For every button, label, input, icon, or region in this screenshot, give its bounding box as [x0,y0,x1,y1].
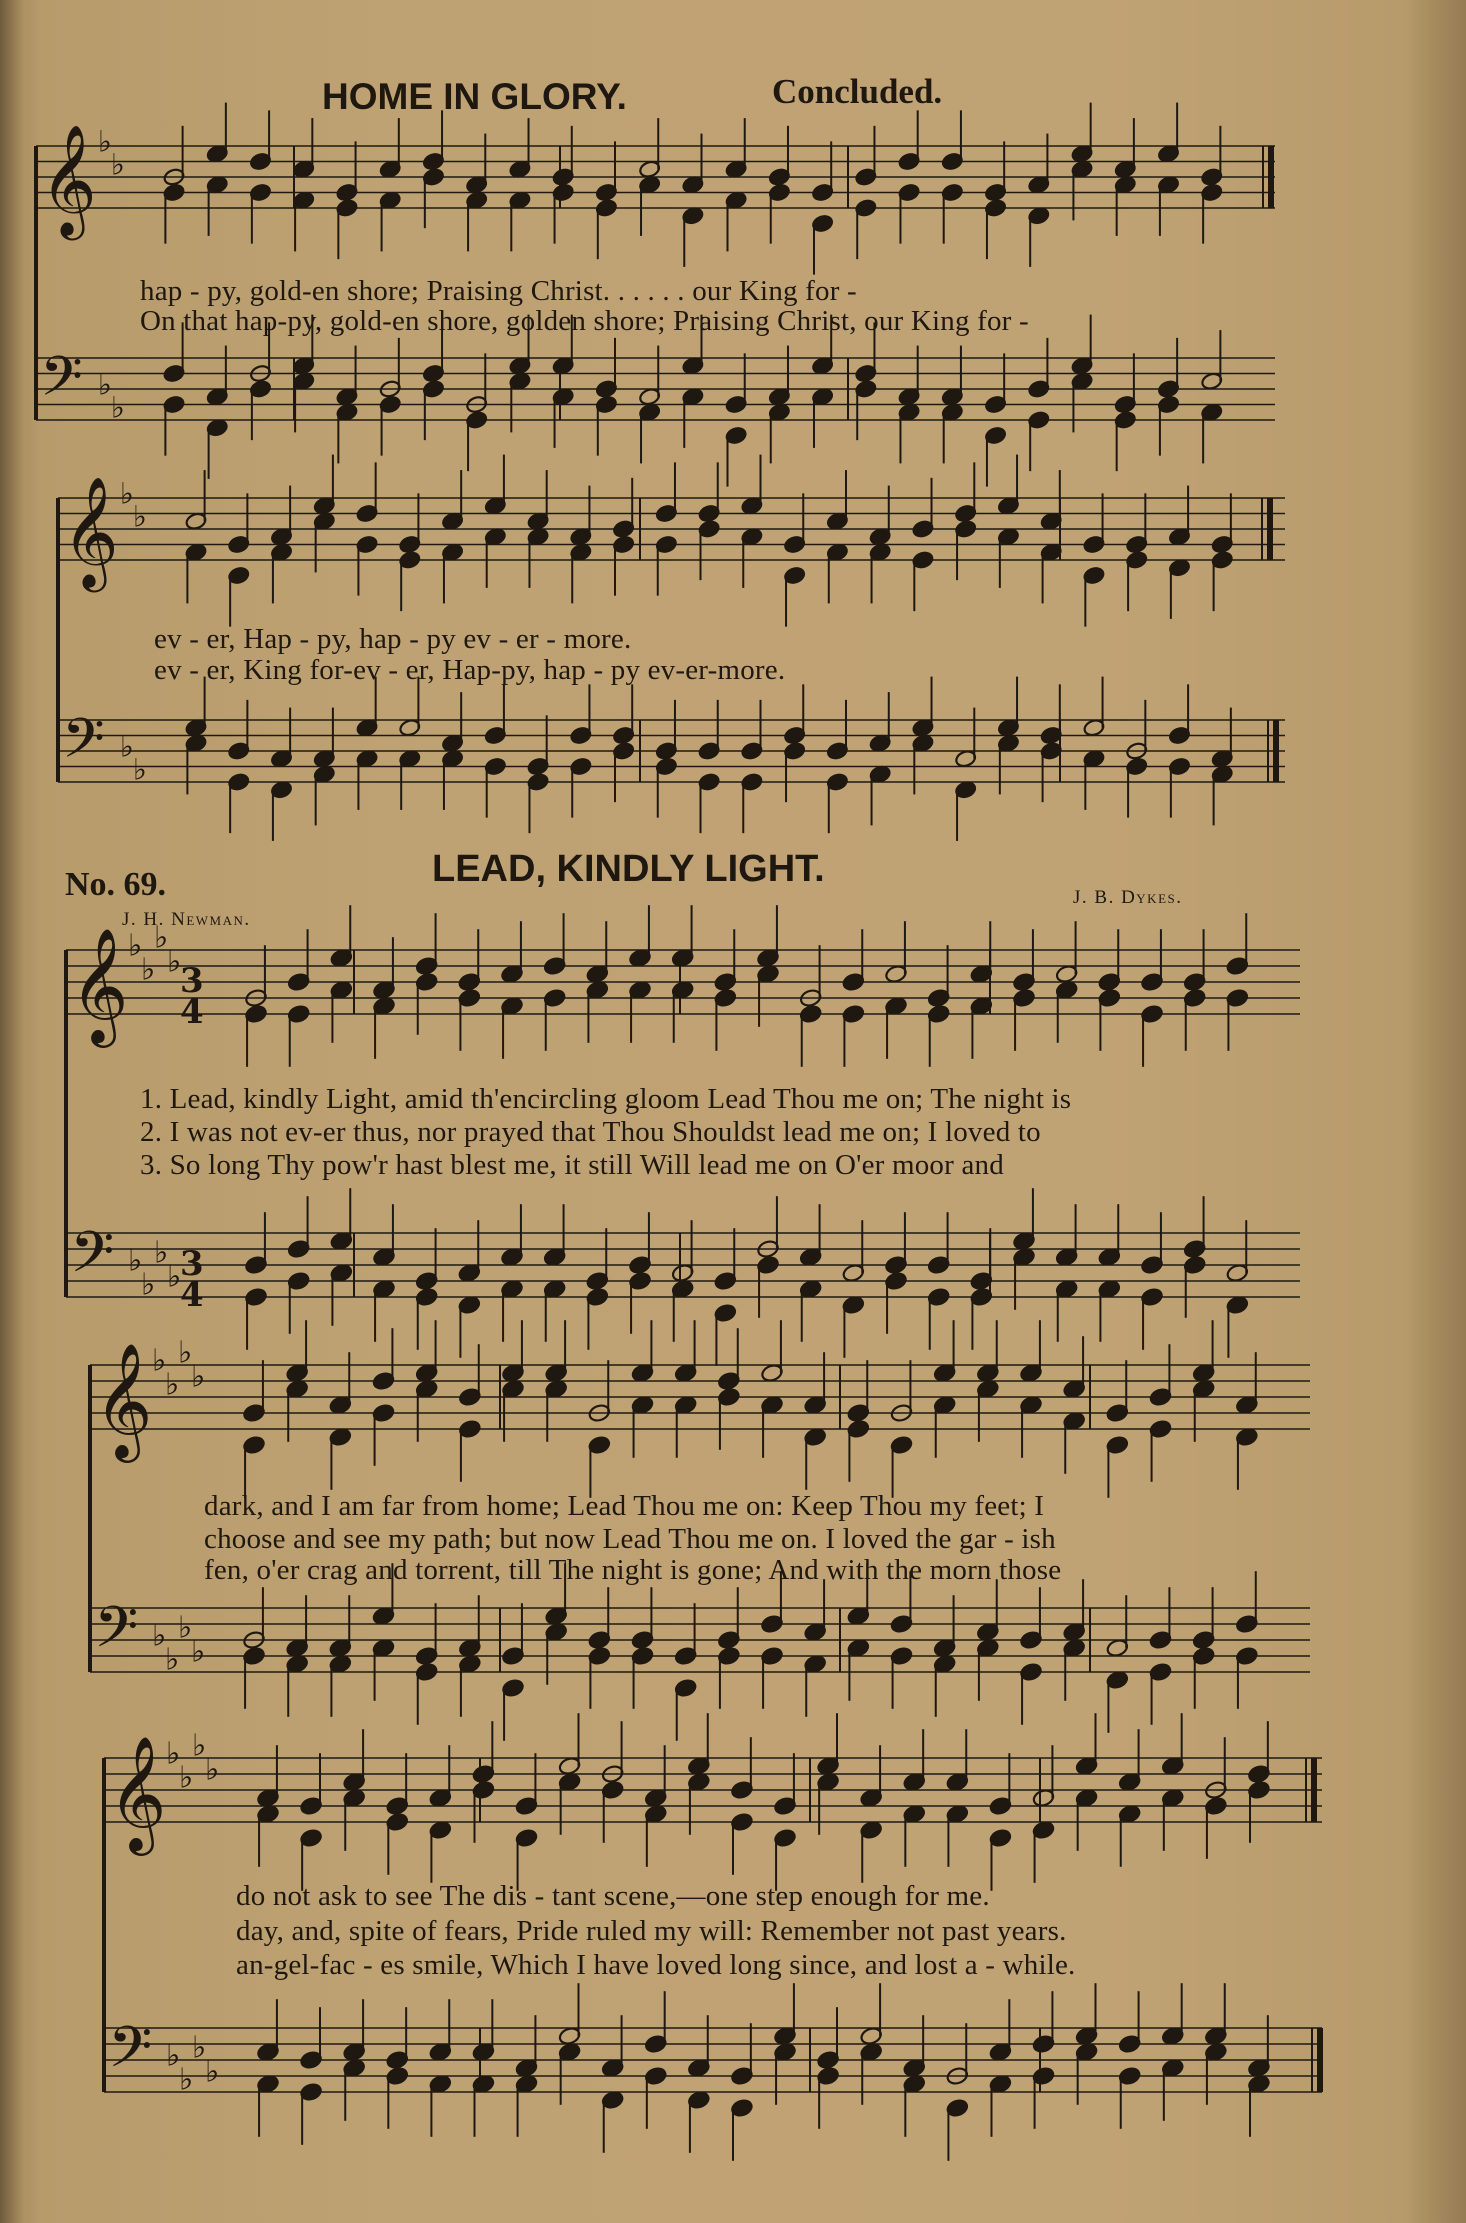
lyric-line: 3. So long Thy pow'r hast blest me, it still Will lead me on O'er moor and [140,1149,1004,1181]
flat-icon: ♭ [192,1728,207,1764]
lyricist-credit: J. H. Newman. [122,909,251,930]
lyric-line: hap - py, gold-en shore; Praising Christ. . . . . . our King for - [140,275,857,307]
treble-clef-icon: 𝄞 [94,1342,153,1458]
flat-icon: ♭ [165,1367,180,1403]
bass-clef-icon: 𝄢 [94,1594,139,1675]
lyric-line: an-gel-fac - es smile, Which I have loved long since, and lost a - while. [236,1949,1076,1981]
time-signature-treble-top: 3 [180,961,204,1001]
flat-icon: ♭ [205,1752,220,1788]
lyric-line: do not ask to see The dis - tant scene,—one step enough for me. [236,1880,990,1912]
time-signature-bass-bottom: 4 [180,1275,204,1315]
treble-clef-icon: 𝄞 [70,927,129,1043]
flat-icon: ♭ [120,476,134,511]
lyric-line: 2. I was not ev-er thus, nor prayed that Thou Shouldst lead me on; I loved to [140,1116,1041,1148]
hymn-title-lead-kindly-light: LEAD, KINDLY LIGHT. [432,848,825,890]
flat-icon: ♭ [141,952,156,988]
bass-clef-icon: 𝄢 [62,706,105,785]
bass-clef-icon: 𝄢 [70,1219,115,1300]
flat-icon: ♭ [191,1359,206,1395]
lyric-line: day, and, spite of fears, Pride ruled my will: Remember not past years. [236,1915,1067,1947]
flat-icon: ♭ [167,1259,182,1295]
flat-icon: ♭ [128,928,143,964]
time-signature-bass-top: 3 [180,1244,204,1284]
flat-icon: ♭ [166,2038,181,2074]
flat-icon: ♭ [133,499,147,534]
bass-clef-icon: 𝄢 [40,344,83,423]
treble-clef-icon: 𝄞 [40,123,97,236]
flat-icon: ♭ [192,2030,207,2066]
bass-clef-icon: 𝄢 [108,2014,153,2095]
flat-icon: ♭ [152,1343,167,1379]
composer-credit: J. B. Dykes. [1073,887,1183,908]
flat-icon: ♭ [120,729,134,764]
flat-icon: ♭ [98,124,112,159]
lyric-line: dark, and I am far from home; Lead Thou me on: Keep Thou my feet; I [204,1490,1045,1522]
flat-icon: ♭ [179,2062,194,2098]
flat-icon: ♭ [98,367,112,402]
flat-icon: ♭ [179,1760,194,1796]
flat-icon: ♭ [111,147,125,182]
hymn-title-home-in-glory: HOME IN GLORY. [322,76,627,117]
hymn-subtitle-concluded: Concluded. [772,72,943,111]
time-signature-treble-bottom: 4 [180,992,204,1032]
flat-icon: ♭ [167,944,182,980]
lyric-line: choose and see my path; but now Lead Thou me on. I loved the gar - ish [204,1523,1056,1555]
flat-icon: ♭ [128,1243,143,1279]
lyric-line: 1. Lead, kindly Light, amid th'encircling gloom Lead Thou me on; The night is [140,1083,1072,1115]
flat-icon: ♭ [166,1736,181,1772]
lyric-line: fen, o'er crag and torrent, till The night is gone; And with the morn those [204,1554,1062,1586]
flat-icon: ♭ [152,1618,167,1654]
flat-icon: ♭ [205,2054,220,2090]
hymn-number: No. 69. [65,866,167,903]
flat-icon: ♭ [111,390,125,425]
flat-icon: ♭ [154,920,169,956]
flat-icon: ♭ [154,1235,169,1271]
lyric-line: ev - er, King for-ev - er, Hap-py, hap - py ev-er-more. [154,654,786,686]
lyric-line: On that hap-py, gold-en shore, golden shore; Praising Christ, our King for - [140,305,1029,337]
treble-clef-icon: 𝄞 [108,1735,167,1851]
lyric-line: ev - er, Hap - py, hap - py ev - er - more. [154,623,632,655]
flat-icon: ♭ [178,1610,193,1646]
flat-icon: ♭ [191,1634,206,1670]
flat-icon: ♭ [141,1267,156,1303]
flat-icon: ♭ [133,752,147,787]
flat-icon: ♭ [178,1335,193,1371]
treble-clef-icon: 𝄞 [62,475,119,588]
flat-icon: ♭ [165,1642,180,1678]
